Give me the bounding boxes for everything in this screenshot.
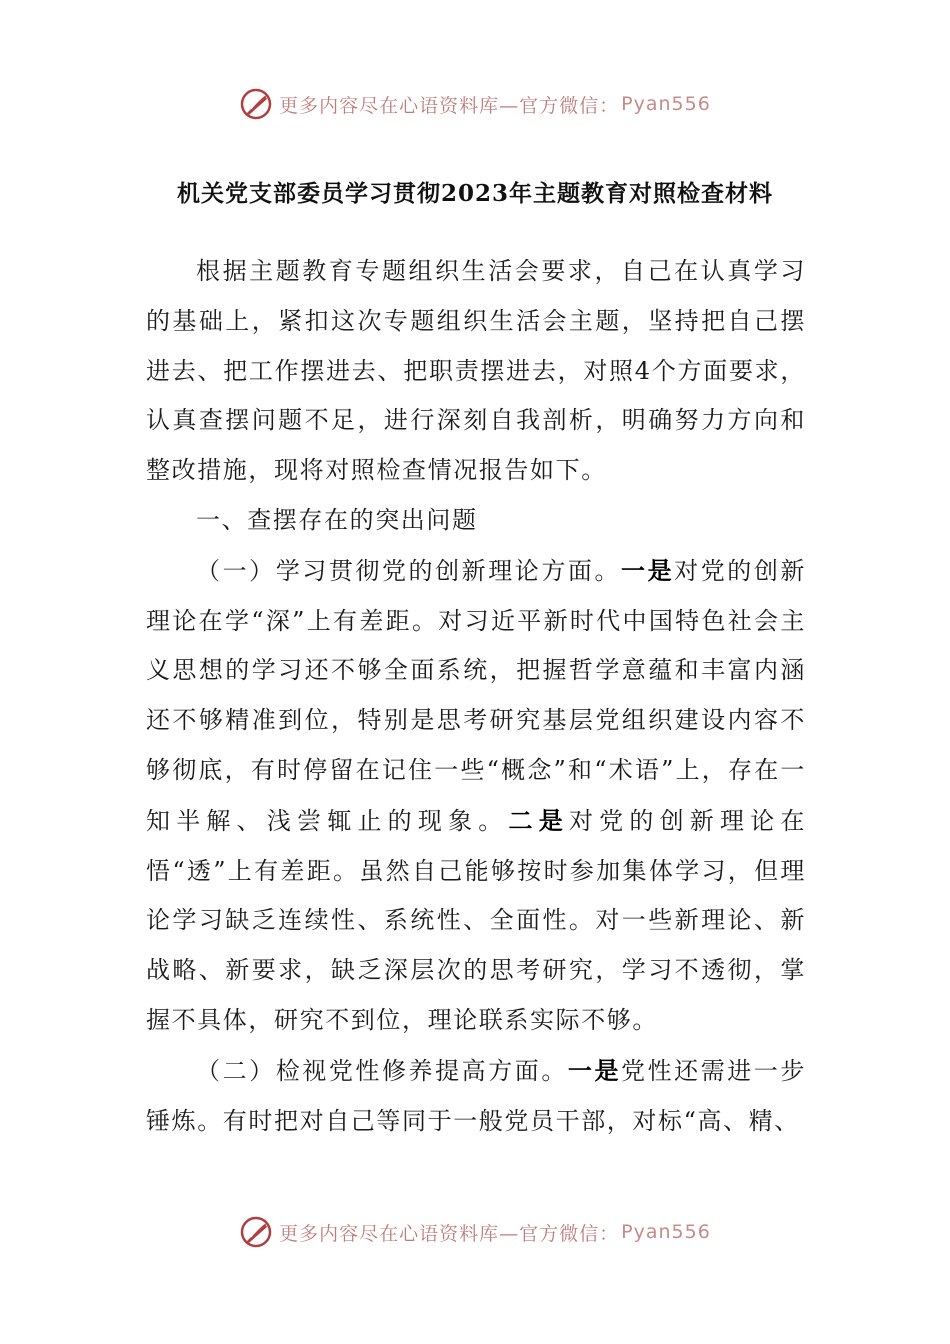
paragraph-lead: （一）学习贯彻党的创新理论方面。: [196, 556, 622, 585]
quill-logo-icon: [239, 1215, 273, 1249]
paragraph-theory-study: [146, 546, 806, 1046]
emphasis-first: 一是: [567, 1055, 622, 1085]
emphasis-first: 一是: [621, 555, 675, 585]
document-body: [146, 247, 806, 1146]
watermark-wechat-id: Pyan556: [621, 1221, 711, 1243]
watermark-footer: [0, 1212, 950, 1252]
watermark-wechat-id: Pyan556: [621, 93, 711, 115]
watermark-text: 更多内容尽在心语资料库—官方微信：: [279, 1222, 620, 1245]
emphasis-second: 二是: [508, 805, 569, 835]
paragraph-text: 党性还需进一步锤炼。有时把对自己等同于一般党员干部，对标“高、精、: [146, 1056, 807, 1135]
paragraph-party-spirit: [146, 1046, 806, 1147]
intro-paragraph: 根据主题教育专题组织生活会要求，自己在认真学习的基础上，紧扣这次专题组织生活会主题，坚持把自己摆进去、把工作摆进去、把职责摆进去，对照4个方面要求，认真查摆问题不足，进行深刻自我剖析，明确努力方向和整改措施，现将对照检查情况报告如下。: [146, 257, 806, 485]
document-title: 机关党支部委员学习贯彻2023年主题教育对照检查材料: [176, 180, 773, 207]
watermark-text: 更多内容尽在心语资料库—官方微信：: [279, 94, 620, 117]
paragraph-text: 对党的创新理论在悟“透”上有差距。虽然自己能够按时参加集体学习，但理论学习缺乏连续性、系统性、全面性。对一些新理论、新战略、新要求，缺乏深层次的思考研究，学习不透彻，掌握不具体，研究不到位，理论联系实际不够。: [146, 806, 806, 1034]
section-heading-1: 一、查摆存在的突出问题: [196, 505, 478, 534]
watermark-header: [0, 84, 950, 124]
paragraph-lead: （二）检视党性修养提高方面。: [196, 1056, 568, 1085]
quill-logo-icon: [239, 87, 273, 121]
paragraph-text: 对党的创新理论在学“深”上有差距。对习近平新时代中国特色社会主义思想的学习还不够全面系统，把握哲学意蕴和丰富内涵还不够精准到位，特别是思考研究基层党组织建设内容不够彻底，有时停留在记住一些“概念”和“术语”上，存在一知半解、浅尝辄止的现象。: [146, 556, 807, 835]
